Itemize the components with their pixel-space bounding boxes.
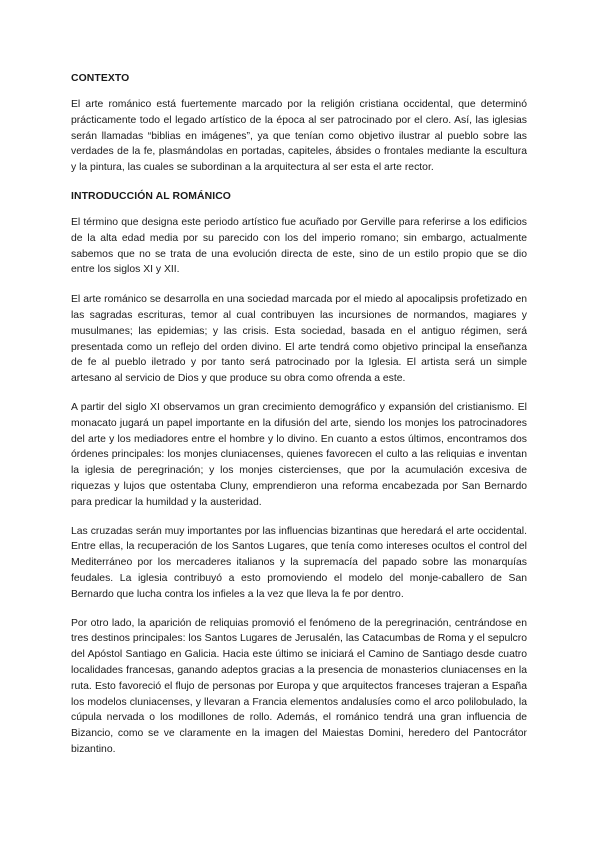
section-heading-contexto: CONTEXTO [71,73,130,84]
paragraph-intro-2: El arte románico se desarrolla en una sociedad marcada por el miedo al apocalipsis profetizado en las sagradas escrituras, temor al cual contribuyen las incursiones de normandos, magiares y musulmanes; las epidemias; y las crisis. Esta sociedad, basada en el antiguo régimen, será presentada como un reflejo del orden divino. El arte tendrá como objetivo principal la enseñanza de fe al pueblo iletrado y por tanto será patrocinado por la Iglesia. El artista será un simple artesano al servicio de Dios y que produce su obra como ofrenda a este. [71,294,527,385]
paragraph-intro-3: A partir del siglo XI observamos un gran crecimiento demográfico y expansión del cristianismo. El monacato jugará un papel importante en la difusión del arte, siendo los monjes los patrocinadores del arte y los mediadores entre el hombre y lo divino. En cuanto a estos últimos, encontramos dos órdenes principales: los monjes cluniacenses, quienes favorecen el culto a las reliquias e inventan la iglesia de peregrinación; y los monjes cistercienses, que por la acumulación excesiva de riquezas y lujos que ostentaba Cluny, emprendieron una reforma encabezada por San Bernardo para predicar la humildad y la austeridad. [71,401,527,508]
paragraph-intro-4: Las cruzadas serán muy importantes por las influencias bizantinas que heredará el arte occidental. Entre ellas, la recuperación de los Santos Lugares, que tenía como intereses ocultos el control del Mediterráneo por los mercaderes italianos y la supremacía del papado sobre las monarquías feudales. La iglesia contribuyó a esto promoviendo el modelo del monje-caballero de San Bernardo que lucha contra los infieles a la vez que lleva la fe por dentro. [71,525,527,600]
paragraph-intro-5: Por otro lado, la aparición de reliquias promovió el fenómeno de la peregrinación, centrándose en tres destinos principales: los Santos Lugares de Jerusalén, las Catacumbas de Roma y el sepulcro del Apóstol Santiago en Galicia. Hacia este último se iniciará el Camino de Santiago desde cuatro localidades francesas, ganando adeptos gracias a la presencia de monasterios cluniacenses en la ruta. Esto favoreció el flujo de personas por Europa y que arquitectos franceses trajeran a España los modelos cluniacenses, y llevaran a Francia elementos andalusíes como el arco polilobulado, la cúpula nervada o los modillones de rollo. Además, el románico tendrá una gran influencia de Bizancio, como se ve claramente en la imagen del Maiestas Domini, heredero del Pantocrátor bizantino. [71,617,527,755]
paragraph-intro-1: El término que designa este periodo artístico fue acuñado por Gerville para referirse a los edificios de la alta edad media por su parecido con los del imperio romano; sin embargo, actualmente sabemos que no se trata de una evolución directa de este, sino de un estilo propio que se dio entre los siglos XI y XII. [71,216,527,276]
paragraph-contexto: El arte románico está fuertemente marcado por la religión cristiana occidental, que determinó prácticamente todo el legado artístico de la época al ser patrocinado por el clero. Así, las iglesias serán llamadas “biblias en imágenes”, ya que tenían como objetivo ilustrar al pueblo sobre las verdades de la fe, plasmándolas en portadas, capiteles, ábsides o frontales mediante la escultura y la pintura, las cuales se subordinan a la arquitectura al ser esta el arte rector. [71,99,527,174]
document-body [71,72,527,771]
section-heading-introduccion: INTRODUCCIÓN AL ROMÁNICO [71,190,231,202]
